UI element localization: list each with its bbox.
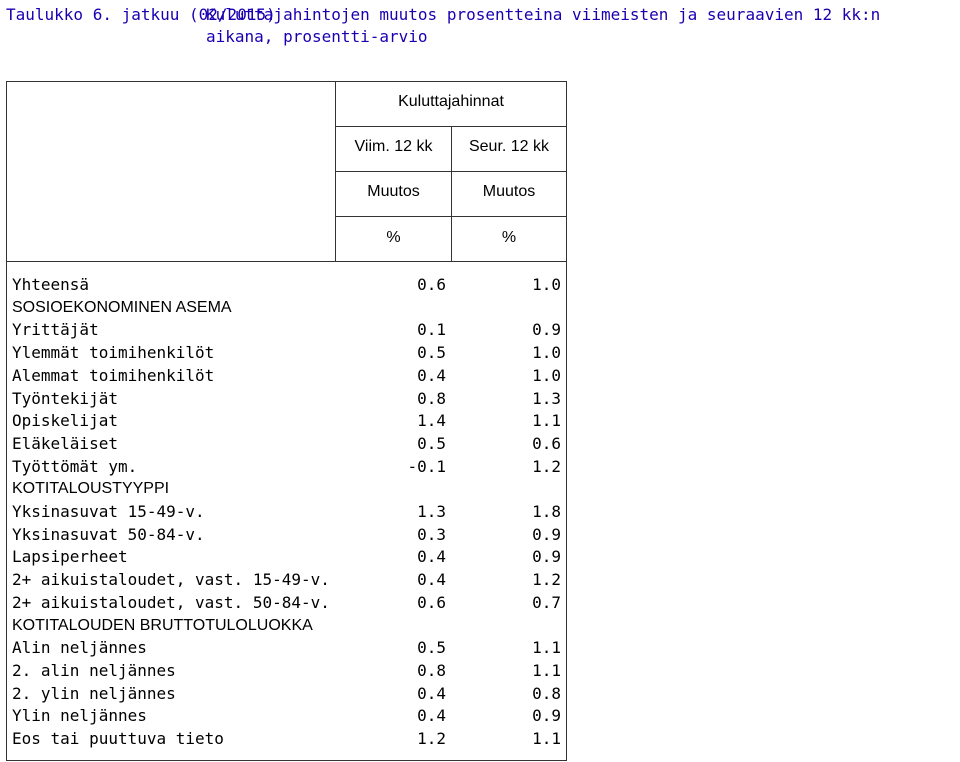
value-previous-12m: 0.1 [417, 320, 446, 340]
table-top-border [6, 81, 567, 82]
row-label: Opiskelijat [12, 411, 118, 431]
header-col2-measure: Muutos [482, 183, 536, 200]
table-left-border [6, 81, 7, 761]
section-heading: KOTITALOUSTYYPPI [12, 480, 170, 498]
value-previous-12m: 1.2 [417, 729, 446, 748]
value-next-12m: 0.9 [532, 320, 561, 340]
row-label: Yksinasuvat 50-84-v. [12, 524, 205, 544]
row-label: Yksinasuvat 15-49-v. [12, 502, 205, 521]
row-label: Eläkeläiset [12, 433, 118, 453]
row-label: 2. ylin neljännes [12, 683, 176, 703]
value-next-12m: 1.1 [532, 729, 561, 748]
value-previous-12m: 0.8 [417, 660, 446, 680]
row-label: Ylin neljännes [12, 706, 147, 726]
value-previous-12m: -0.1 [407, 456, 446, 476]
row-label: 2+ aikuistaloudet, vast. 50-84-v. [12, 592, 330, 612]
header-group: Kuluttajahinnat [398, 93, 504, 110]
value-next-12m: 1.0 [532, 275, 561, 294]
value-next-12m: 1.0 [532, 343, 561, 363]
table-bottom-border [6, 760, 567, 761]
value-previous-12m: 0.4 [417, 706, 446, 726]
row-label: 2+ aikuistaloudet, vast. 15-49-v. [12, 570, 330, 590]
header-bottom-rule [6, 261, 567, 262]
row-label: Yhteensä [12, 275, 90, 294]
value-next-12m: 0.9 [532, 706, 561, 726]
section-heading: SOSIOEKONOMINEN ASEMA [12, 298, 232, 316]
header-col2-unit: % [501, 229, 517, 246]
value-previous-12m: 0.5 [417, 638, 446, 658]
value-next-12m: 1.2 [532, 456, 561, 476]
value-next-12m: 1.1 [532, 660, 561, 680]
value-next-12m: 1.0 [532, 365, 561, 385]
value-previous-12m: 0.4 [417, 365, 446, 385]
value-previous-12m: 0.3 [417, 524, 446, 544]
value-next-12m: 1.1 [532, 411, 561, 431]
value-next-12m: 0.7 [532, 592, 561, 612]
section-heading: KOTITALOUDEN BRUTTOTULOLUOKKA [12, 616, 313, 634]
header-col2-period: Seur. 12 kk [468, 138, 550, 155]
value-next-12m: 1.1 [532, 638, 561, 658]
value-previous-12m: 0.6 [417, 275, 446, 294]
row-label: Työntekijät [12, 388, 118, 408]
header-col1-period: Viim. 12 kk [354, 138, 433, 155]
value-previous-12m: 0.4 [417, 547, 446, 567]
header-col1-unit: % [386, 229, 401, 246]
value-next-12m: 1.2 [532, 570, 561, 590]
row-label: Alemmat toimihenkilöt [12, 365, 215, 385]
row-label: Alin neljännes [12, 638, 147, 658]
table-number: Taulukko 6. jatkuu (02/2015) [6, 5, 276, 24]
value-previous-12m: 0.5 [417, 433, 446, 453]
value-next-12m: 0.9 [532, 547, 561, 567]
value-previous-12m: 0.5 [417, 343, 446, 363]
value-next-12m: 0.9 [532, 524, 561, 544]
value-next-12m: 0.8 [532, 683, 561, 703]
value-next-12m: 1.3 [532, 388, 561, 408]
row-label: Ylemmät toimihenkilöt [12, 343, 215, 363]
table-right-border [566, 81, 567, 761]
row-label: Yrittäjät [12, 320, 99, 340]
table-title: Kuluttajahintojen muutos prosentteina viimeisten ja seuraavien 12 kk:n aikana, prosentti-arvio [206, 5, 890, 46]
value-previous-12m: 1.3 [417, 502, 446, 521]
value-previous-12m: 0.4 [417, 570, 446, 590]
row-label: Eos tai puuttuva tieto [12, 729, 224, 748]
value-next-12m: 1.8 [532, 502, 561, 521]
value-previous-12m: 1.4 [417, 411, 446, 431]
value-next-12m: 0.6 [532, 433, 561, 453]
data-table [6, 81, 567, 761]
header-col1-measure: Muutos [367, 183, 420, 200]
row-label: 2. alin neljännes [12, 660, 176, 680]
value-previous-12m: 0.4 [417, 683, 446, 703]
value-previous-12m: 0.8 [417, 388, 446, 408]
row-label: Työttömät ym. [12, 456, 138, 476]
row-label: Lapsiperheet [12, 547, 128, 567]
value-previous-12m: 0.6 [417, 592, 446, 612]
